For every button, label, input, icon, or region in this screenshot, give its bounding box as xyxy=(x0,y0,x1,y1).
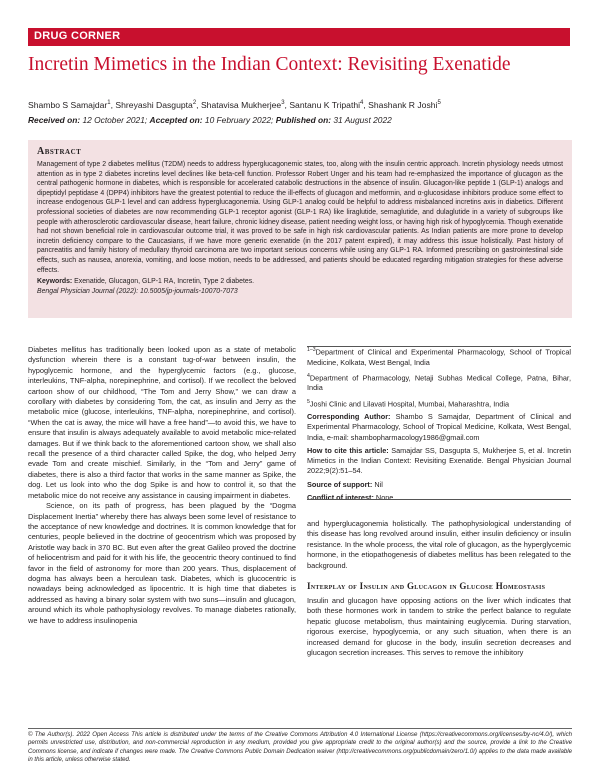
support-text: Nil xyxy=(374,479,383,489)
affiliation xyxy=(307,345,571,368)
how-to-cite xyxy=(307,446,571,477)
body-paragraph: Diabetes mellitus has traditionally been looked upon as a state of metabolic dysfunction wherein there is a constant tug-of-war between insulin, the hypoglycemic hormone, and the hyperglycemic factors (e.g., glucose, interleukins, TNF-alpha, norepinephrine, and cortisol). If we recollect the beloved cartoon show of our childhood, “The Tom and Jerry Show,” we can draw a corollary with diabetes by considering Tom, the cat, as insulin and Jerry as the metabolic mice (glucose, interleukins, TNF-alpha, norepinephrine, and cortisol). “When the cat is away, the mice will have a free hand”—to avoid this, we have to ensure that insulin is always adequately available to avoid metabolic mice-related damages. But if we think back to the aforementioned cartoon show, we shall also recall the presence of a third character called Spike, the dog, who helped Jerry evade Tom and create mischief. Similarly, in the “Tom and Jerry” game of diabetes, there is also a third factor that works in the same manner as Spike, the dog. Let us look into who the dog Spike is and how to control it, so that the metabolic mice do not receive any assistance in causing impairment in diabetes. xyxy=(28,345,296,500)
published-label: Published on: xyxy=(275,115,332,125)
body-paragraph: Science, on its path of progress, has been plagued by the “Dogma Displacement Inertia” whereby there has always been some level of resistance to the acceptance of new knowledge and doctrines. It is common knowledge that for centuries, people believed in the doctrine of geocentrism which was proposed by Aristotle way back in 370 BC. But even after the great Galileo proved the doctrine of heliocentrism and paid for it with his life, the geocentric theory continued to find favor in the field of astronomy for more than 200 years. Thus, displacement of dogma has always been a herculean task. Diabetes, which is glucocentric is nowadays being acknowledged as lipocentric. It is high time that diabetes is addressed as having a binary solar system with two suns—insulin and glucagon, around which its whole pathophysiology revolves. To manage diabetes rationally, we have to address insulinopenia xyxy=(28,501,296,625)
keywords-label: Keywords: xyxy=(37,278,73,286)
affiliation-text: Department of Pharmacology, Netaji Subhas Medical College, Patna, Bihar, India xyxy=(307,373,571,393)
abstract-text: Management of type 2 diabetes mellitus (T2DM) needs to address hyperglucagonemic states, too, along with the insulin centric approach. Incretin physiology needs utmost attention as in type 2 diabetes incretins level declines like beta-cell function. Professor Robert Unger and his team had re-emphasized the importance of glucagon as the central pathogenic hormone in diabetes, which is responsible for accelerated catabolic destructions in the absence of insulin. Glucagon-like peptide 1 (GLP-1) analogs and dipeptidyl peptidase 4 (DPP4) inhibitors have the greatest potential to reduce the ill-effects of glucagon and metformin, and α-glucosidase inhibitors produce some effect to increase endogenous GLP-1 level and can address hyperglucagonemia. Using GLP-1 analog could be helpful to address misbalanced incretins axis in diabetics. Different professional societies of diabetes are now recommending GLP-1 receptor agonist (GLP-1 RA) like liraglutide, semaglutide, and dulaglutide in a variety of subgroups like people with atherosclerotic cardiovascular disease, heart failure, chronic kidney disease, patient needing weight loss, or having high risk of hypoglycemia. Though exenatide had not shown beneficial role in cardiovascular outcome trial, it was proved to be safe in high risk cardiovascular patients. As Indian patients are more prone to develop incretin deficiency compare to the Caucasians, if we have more generic exenatide (in the 2017 patent expired), it may address this issue holistically. Past history of pancreatitis and family history of medullary thyroid carcinoma are two important serious concerns while using any GLP-1 RA. Informed prescribing on gastrointestinal side effects, such as nausea, anorexia, vomiting, and loose motion, needs to be addressed, and patients should be educated regarding mitigation strategies for these adverse effects. xyxy=(37,161,563,274)
received-date: 12 October 2021; xyxy=(82,115,148,125)
article-dates xyxy=(28,115,576,126)
corresponding-text: Shambo S Samajdar, Department of Clinical and Experimental Pharmacology, School of Tropical Medicine, Kolkata, West Bengal, India, e-mail: shambopharmacology1986@gmail.com xyxy=(307,412,572,442)
abstract-heading: Abstract xyxy=(37,146,82,157)
author-sup: 2 xyxy=(192,100,197,106)
conflict-label: Conflict of interest: xyxy=(307,492,374,502)
cite-text: Samajdar SS, Dasgupta S, Mukherjee S, et al. Incretin Mimetics in the Indian Context: Revisiting Exenatide. Bengal Physician Journal 2022;9(2):51–54. xyxy=(307,445,572,476)
section-band xyxy=(28,28,570,46)
left-column xyxy=(28,345,296,626)
affiliation-top-rule xyxy=(307,346,571,347)
affiliation-text: Joshi Clinic and Lilavati Hospital, Mumbai, Maharashtra, India xyxy=(309,399,510,409)
author-sup: 1 xyxy=(107,100,111,106)
source-of-support xyxy=(307,480,571,490)
article-title: Incretin Mimetics in the Indian Context: Revisiting Exenatide xyxy=(28,54,511,75)
affiliation-text: Department of Clinical and Experimental Pharmacology, School of Tropical Medicine, Kolkata, West Bengal, India xyxy=(307,347,571,367)
support-label: Source of support: xyxy=(307,479,373,489)
author-sup: 5 xyxy=(437,100,441,106)
author-list: Shambo S Samajdar$^1$, Shreyashi Dasgupta$^2$, Shatavisa Mukherjee$^3$, Santanu K Tripathi$^4$, Shashank R Joshi$^5$ xyxy=(28,99,441,110)
received-label: Received on: xyxy=(28,115,81,125)
affiliation-sup: 5 xyxy=(307,398,310,405)
accepted-label: Accepted on: xyxy=(149,115,203,125)
section-label: DRUG CORNER xyxy=(34,30,121,42)
author-name: Shreyashi Dasgupta xyxy=(115,99,193,110)
author-name: Santanu K Tripathi xyxy=(289,99,361,110)
body-paragraph: Insulin and glucagon have opposing actions on the liver which indicates that both these hormones work in tandem to strike the perfect balance to regulate hepatic glucose metabolism, thus maintaining euglycemia. During starvation, rigorous exercise, hypoglycemia, or any such situation, when there is an increased demand for glucose in the body, insulin secretion decreases and glucagon secretion increases. This serves to remove the inhibitory xyxy=(307,595,571,657)
corresponding-label: Corresponding Author: xyxy=(307,412,391,422)
conflict-of-interest xyxy=(307,493,571,503)
accepted-date: 10 February 2022; xyxy=(204,115,274,125)
published-date: 31 August 2022 xyxy=(333,115,392,125)
footer-rule xyxy=(28,728,572,729)
journal-citation: Bengal Physician Journal (2022): 10.5005/jp-journals-10070-7073 xyxy=(37,287,238,295)
affiliation xyxy=(307,371,571,394)
keywords xyxy=(37,277,563,287)
license-footer: © The Author(s). 2022 Open Access This article is distributed under the terms of the Creative Commons Attribution 4.0 International License (https://creativecommons.org/licenses/by-nc/4.0/), which permits unrestricted use, distribution, and non-commercial reproduction in any medium, provided you give appropriate credit to the original author(s) and the source, provide a link to the Creative Commons license, and indicate if changes were made. The Creative Commons Public Domain Dedication waiver (http://creativecommons.org/publicdomain/zero/1.0/) applies to the data made available in this article, unless otherwise stated. xyxy=(28,731,572,764)
right-column xyxy=(307,345,571,658)
abstract-box xyxy=(28,140,572,318)
corresponding-author xyxy=(307,412,571,443)
affiliation-bottom-rule xyxy=(307,499,571,500)
author-name: Shashank R Joshi xyxy=(368,99,438,110)
author-sup: 4 xyxy=(360,100,364,106)
author-name: Shambo S Samajdar xyxy=(28,99,108,110)
keywords-text: Exenatide, Glucagon, GLP-1 RA, Incretin, Type 2 diabetes. xyxy=(74,278,255,286)
affiliation xyxy=(307,397,571,410)
body-paragraph: and hyperglucagonemia holistically. The pathophysiological understanding of this disease has long revolved around insulin, either insulin deficiency or insulin resistance. In the whole process, the vital role of glucagon, as the hyperglycemic hormone, in the etiopathogenesis of diabetes mellitus has been relegated to the background. xyxy=(307,518,571,570)
author-sup: 3 xyxy=(281,100,285,106)
cite-label: How to cite this article: xyxy=(307,445,389,455)
author-name: Shatavisa Mukherjee xyxy=(200,99,282,110)
conflict-text: None xyxy=(375,492,394,502)
affiliation-sup: 1–3 xyxy=(307,347,316,353)
section-heading: Interplay of Insulin and Glucagon in Glucose Homeostasis xyxy=(307,580,546,591)
affiliation-sup: 4 xyxy=(307,372,310,379)
